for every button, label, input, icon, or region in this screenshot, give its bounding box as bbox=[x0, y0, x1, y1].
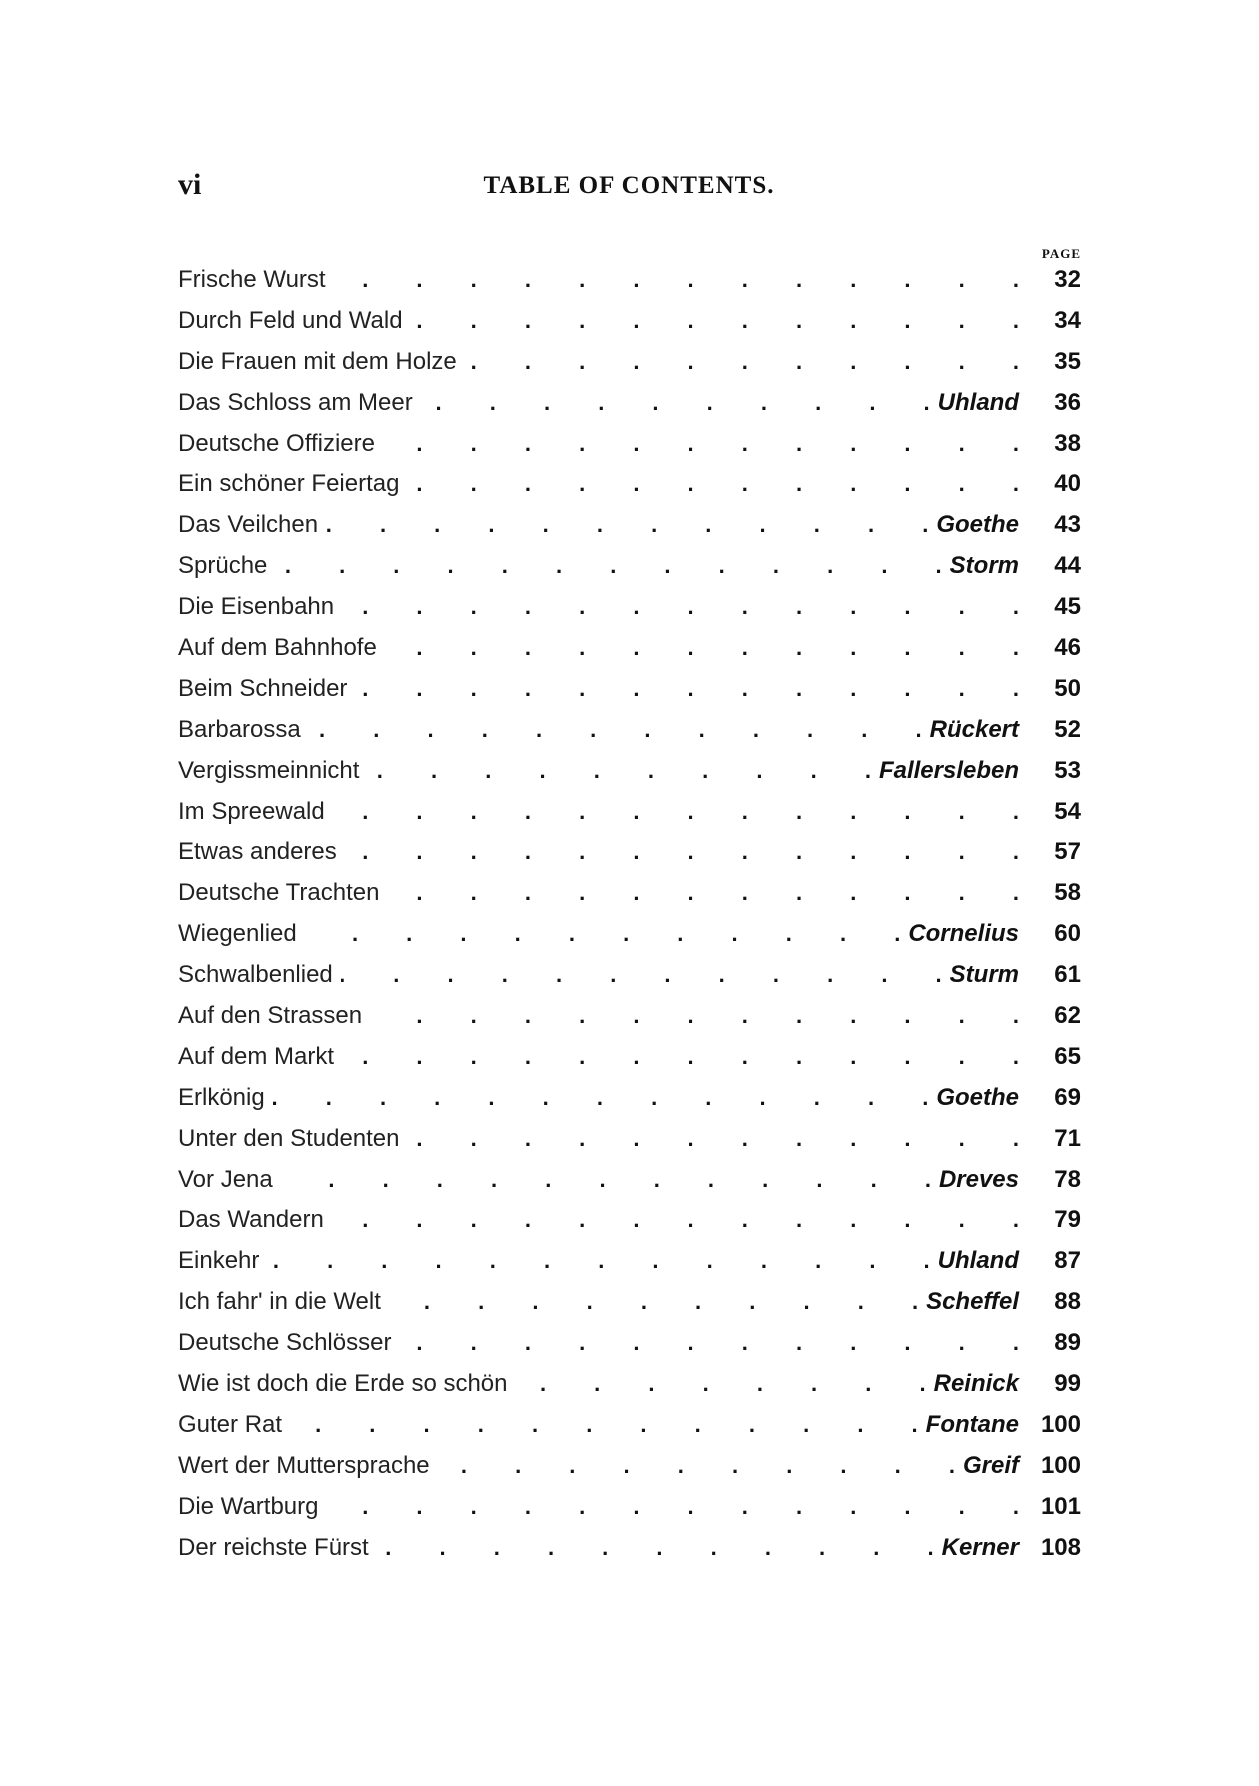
dot-leader bbox=[332, 1200, 1019, 1241]
toc-entry-page: 38 bbox=[1054, 429, 1081, 457]
toc-entry-author: Uhland bbox=[937, 1247, 1019, 1275]
dot-leader bbox=[383, 424, 1019, 465]
toc-entry-page: 101 bbox=[1040, 1492, 1081, 1520]
toc-entry bbox=[178, 873, 1081, 914]
dot-leader bbox=[341, 955, 942, 996]
dot-leader bbox=[275, 546, 941, 587]
dot-leader bbox=[290, 1405, 918, 1446]
toc-entry-title: Der reichste Fürst bbox=[178, 1533, 369, 1561]
toc-entry bbox=[178, 669, 1081, 710]
toc-entry-author: Sturm bbox=[949, 961, 1019, 989]
dot-leader bbox=[342, 587, 1019, 628]
toc-entry-title: Wie ist doch die Erde so schön bbox=[178, 1370, 508, 1398]
toc-entry-title: Auf dem Bahnhofe bbox=[178, 634, 377, 662]
dot-leader bbox=[345, 832, 1019, 873]
toc-entry-title: Das Wandern bbox=[178, 1206, 324, 1234]
toc-entry-title: Deutsche Trachten bbox=[178, 879, 380, 907]
toc-entry-title: Wert der Muttersprache bbox=[178, 1451, 430, 1479]
toc-entry bbox=[178, 1528, 1081, 1569]
toc-entry-page: 99 bbox=[1054, 1370, 1081, 1398]
toc-entry bbox=[178, 1119, 1081, 1160]
toc-entry-page: 61 bbox=[1054, 961, 1081, 989]
toc-entry-title: Durch Feld und Wald bbox=[178, 306, 403, 334]
toc-entry-page: 58 bbox=[1054, 879, 1081, 907]
toc-entry-title: Vergissmeinnicht bbox=[178, 756, 360, 784]
page-header bbox=[178, 168, 1080, 208]
toc-entry-page: 100 bbox=[1040, 1410, 1081, 1438]
toc-entry-author: Kerner bbox=[941, 1533, 1019, 1561]
toc-entry bbox=[178, 546, 1081, 587]
dot-leader bbox=[399, 1323, 1019, 1364]
dot-leader bbox=[516, 1364, 926, 1405]
toc-entry-page: 45 bbox=[1054, 593, 1081, 621]
dot-leader bbox=[411, 301, 1019, 342]
toc-entry-page: 35 bbox=[1054, 347, 1081, 375]
dot-leader bbox=[326, 1487, 1019, 1528]
dot-leader bbox=[407, 464, 1019, 505]
toc-entry-author: Scheffel bbox=[926, 1288, 1019, 1316]
toc-entry-page: 65 bbox=[1054, 1042, 1081, 1070]
toc-entry-author: Goethe bbox=[936, 511, 1019, 539]
toc-entry-page: 36 bbox=[1054, 388, 1081, 416]
dot-leader bbox=[342, 1037, 1019, 1078]
toc-entry-title: Ein schöner Feiertag bbox=[178, 470, 400, 498]
page-column-label: PAGE bbox=[1041, 246, 1081, 261]
toc-entry bbox=[178, 1405, 1081, 1446]
toc-entry bbox=[178, 1241, 1081, 1282]
toc-entry bbox=[178, 587, 1081, 628]
toc-entry-title: Barbarossa bbox=[178, 715, 301, 743]
toc-entry-page: 32 bbox=[1054, 266, 1081, 293]
toc-entry bbox=[178, 1037, 1081, 1078]
toc-entry-page: 69 bbox=[1054, 1083, 1081, 1111]
toc-entry-title: Im Spreewald bbox=[178, 797, 325, 825]
toc-entry bbox=[178, 424, 1081, 465]
toc-entry bbox=[178, 260, 1081, 301]
dot-leader bbox=[309, 710, 922, 751]
toc-entry-title: Das Veilchen bbox=[178, 511, 319, 539]
toc-entry-title: Vor Jena bbox=[178, 1165, 273, 1193]
toc-entry bbox=[178, 751, 1081, 792]
dot-leader bbox=[389, 1282, 918, 1323]
dot-leader bbox=[281, 1160, 931, 1201]
toc-entry-author: Uhland bbox=[937, 388, 1019, 416]
toc-entry-title: Schwalbenlied bbox=[178, 961, 333, 989]
toc-entry-page: 53 bbox=[1054, 756, 1081, 784]
toc-entry-author: Storm bbox=[949, 552, 1019, 580]
toc-entry bbox=[178, 1364, 1081, 1405]
toc-entry-title: Sprüche bbox=[178, 552, 268, 580]
toc-entry-title: Guter Rat bbox=[178, 1410, 283, 1438]
toc-entry-title: Beim Schneider bbox=[178, 674, 348, 702]
toc-entry-page: 87 bbox=[1054, 1247, 1081, 1275]
toc-entry-title: Auf den Strassen bbox=[178, 1002, 363, 1030]
toc-entry bbox=[178, 464, 1081, 505]
dot-leader bbox=[408, 1119, 1020, 1160]
toc-entry bbox=[178, 505, 1081, 546]
toc-entry-title: Unter den Studenten bbox=[178, 1124, 400, 1152]
toc-entry-page: 52 bbox=[1054, 715, 1081, 743]
dot-leader bbox=[465, 342, 1019, 383]
toc-entry-title: Das Schloss am Meer bbox=[178, 388, 413, 416]
toc-entry bbox=[178, 1323, 1081, 1364]
dot-leader bbox=[367, 751, 871, 792]
toc-entry bbox=[178, 955, 1081, 996]
toc-entry bbox=[178, 996, 1081, 1037]
toc-entry-page: 40 bbox=[1054, 470, 1081, 498]
dot-leader bbox=[370, 996, 1019, 1037]
toc-entry-page: 78 bbox=[1054, 1165, 1081, 1193]
toc-entry-page: 88 bbox=[1054, 1288, 1081, 1316]
toc-entry bbox=[178, 383, 1081, 424]
dot-leader bbox=[355, 669, 1019, 710]
toc-entry-title: Die Eisenbahn bbox=[178, 593, 335, 621]
dot-leader bbox=[326, 505, 928, 546]
toc-entry-page: 43 bbox=[1054, 511, 1081, 539]
toc-entry-title: Erlkönig bbox=[178, 1083, 265, 1111]
toc-entry-author: Fontane bbox=[925, 1410, 1019, 1438]
page-title: TABLE OF CONTENTS. bbox=[483, 172, 775, 199]
toc-entry-title: Ich fahr' in die Welt bbox=[178, 1288, 381, 1316]
toc-entry-title: Wiegenlied bbox=[178, 920, 297, 948]
toc-entry bbox=[178, 914, 1081, 955]
toc-entry-author: Cornelius bbox=[908, 920, 1019, 948]
toc-entry-title: Auf dem Markt bbox=[178, 1042, 335, 1070]
toc-entry-author: Dreves bbox=[938, 1165, 1019, 1193]
toc-entry-page: 79 bbox=[1054, 1206, 1081, 1234]
toc-entry bbox=[178, 710, 1081, 751]
toc-entry bbox=[178, 1282, 1081, 1323]
toc-entry-author: Reinick bbox=[933, 1370, 1019, 1398]
toc-entry-title: Die Wartburg bbox=[178, 1492, 319, 1520]
table-of-contents bbox=[178, 260, 1081, 1569]
toc-entry-page: 34 bbox=[1054, 306, 1081, 334]
toc-entry bbox=[178, 1200, 1081, 1241]
toc-entry-author: Fallersleben bbox=[878, 756, 1019, 784]
toc-entry-page: 50 bbox=[1054, 674, 1081, 702]
toc-entry-page: 89 bbox=[1054, 1329, 1081, 1357]
toc-entry-page: 108 bbox=[1040, 1533, 1081, 1561]
toc-entry-title: Die Frauen mit dem Holze bbox=[178, 347, 457, 375]
toc-entry-page: 100 bbox=[1040, 1451, 1081, 1479]
toc-entry-title: Deutsche Schlösser bbox=[178, 1329, 392, 1357]
dot-leader bbox=[438, 1446, 955, 1487]
toc-entry-page: 71 bbox=[1054, 1124, 1081, 1152]
toc-entry-title: Einkehr bbox=[178, 1247, 260, 1275]
toc-entry bbox=[178, 628, 1081, 669]
dot-leader bbox=[387, 873, 1019, 914]
toc-entry-page: 57 bbox=[1054, 838, 1081, 866]
toc-entry bbox=[178, 1446, 1081, 1487]
toc-entry-title: Frische Wurst bbox=[178, 266, 326, 293]
toc-entry bbox=[178, 342, 1081, 383]
toc-entry bbox=[178, 1160, 1081, 1201]
dot-leader bbox=[273, 1078, 929, 1119]
toc-entry-page: 44 bbox=[1054, 552, 1081, 580]
toc-entry-author: Goethe bbox=[936, 1083, 1019, 1111]
toc-entry-page: 54 bbox=[1054, 797, 1081, 825]
toc-entry-author: Rückert bbox=[929, 715, 1019, 743]
dot-leader bbox=[333, 792, 1019, 833]
toc-entry-page: 60 bbox=[1054, 920, 1081, 948]
dot-leader bbox=[305, 914, 901, 955]
dot-leader bbox=[267, 1241, 929, 1282]
dot-leader bbox=[377, 1528, 934, 1569]
toc-entry-author: Greif bbox=[962, 1451, 1019, 1479]
page-number: vi bbox=[178, 168, 202, 201]
dot-leader bbox=[421, 383, 930, 424]
dot-leader bbox=[385, 628, 1019, 669]
toc-entry-page: 46 bbox=[1054, 634, 1081, 662]
toc-entry bbox=[178, 1487, 1081, 1528]
toc-entry bbox=[178, 301, 1081, 342]
toc-entry-page: 62 bbox=[1054, 1002, 1081, 1030]
toc-entry bbox=[178, 792, 1081, 833]
toc-entry bbox=[178, 832, 1081, 873]
toc-entry bbox=[178, 1078, 1081, 1119]
toc-entry-title: Deutsche Offiziere bbox=[178, 429, 375, 457]
dot-leader bbox=[334, 260, 1019, 301]
toc-entry-title: Etwas anderes bbox=[178, 838, 337, 866]
